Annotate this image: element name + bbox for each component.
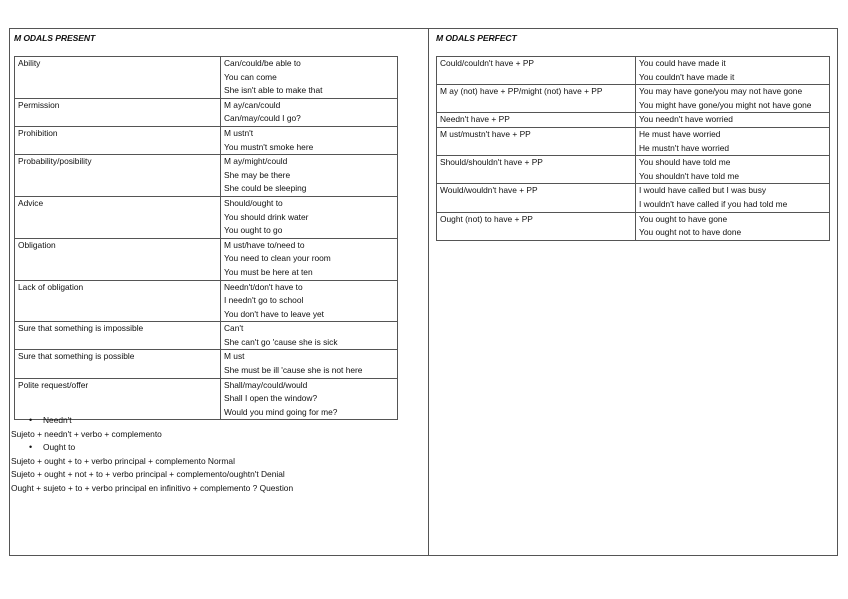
note-bullet-ought: • Ought to [11, 441, 293, 455]
example-line: You might have gone/you might not have gone [639, 99, 812, 110]
notes-section [11, 414, 293, 496]
modal-category: Sure that something is possible [15, 350, 221, 378]
table-row [15, 57, 398, 99]
example-line: M ustn't [224, 127, 254, 138]
modal-examples [221, 196, 398, 238]
example-line: She could be sleeping [224, 183, 307, 194]
modal-category: Prohibition [15, 126, 221, 154]
example-line: Needn't/don't have to [224, 281, 303, 292]
modal-examples [636, 127, 830, 155]
modal-category: Obligation [15, 238, 221, 280]
example-line: M ay/might/could [224, 156, 288, 167]
modal-examples [221, 57, 398, 99]
example-line: Can't [224, 323, 244, 334]
present-title: M ODALS PRESENT [14, 33, 96, 43]
example-line: Can/may/could I go? [224, 113, 301, 124]
example-line: You ought to go [224, 225, 283, 236]
modal-examples [221, 350, 398, 378]
example-line: He mustn't have worried [639, 142, 730, 153]
example-line: You could have made it [639, 58, 726, 68]
note-line: Ought + sujeto + to + verbo principal en infinitivo + complemento ? Question [11, 482, 294, 493]
table-row [437, 113, 830, 128]
modal-examples [636, 156, 830, 184]
modal-category: Polite request/offer [15, 378, 221, 420]
note-line: Sujeto + ought + to + verbo principal + complemento Normal [11, 455, 235, 466]
example-line: You mustn't smoke here [224, 141, 314, 152]
table-row [15, 126, 398, 154]
table-row [15, 155, 398, 197]
modal-category: M ust/mustn't have + PP [437, 127, 636, 155]
modals-present-table [14, 56, 398, 420]
table-row [15, 350, 398, 378]
example-line: You need to clean your room [224, 253, 331, 264]
example-line: You can come [224, 71, 277, 82]
note-line: Sujeto + ought + not + to + verbo principal + complemento/oughtn't Denial [11, 469, 285, 480]
modal-category: Sure that something is impossible [15, 322, 221, 350]
example-line: You ought to have gone [639, 213, 728, 224]
table-row [437, 85, 830, 113]
table-row [437, 156, 830, 184]
example-line: I wouldn't have called if you had told me [639, 198, 788, 209]
modal-examples [636, 85, 830, 113]
example-line: Can/could/be able to [224, 58, 301, 68]
column-divider [428, 28, 429, 556]
modal-category: Could/couldn't have + PP [437, 57, 636, 85]
modal-examples [221, 126, 398, 154]
modal-examples [221, 322, 398, 350]
example-line: Shall I open the window? [224, 393, 318, 404]
modal-examples [221, 280, 398, 322]
example-line: Would you mind going for me? [224, 406, 338, 417]
modal-examples [636, 212, 830, 240]
modal-category: Needn't have + PP [437, 113, 636, 128]
perfect-title: M ODALS PERFECT [436, 33, 517, 43]
table-row [437, 57, 830, 85]
table-row [437, 184, 830, 212]
modal-category: Probability/posibility [15, 155, 221, 197]
example-line: I needn't go to school [224, 295, 304, 306]
table-row [437, 212, 830, 240]
example-line: You ought not to have done [639, 227, 742, 238]
example-line: M ust/have to/need to [224, 239, 305, 250]
modal-category: Ability [15, 57, 221, 99]
modal-examples [636, 57, 830, 85]
example-line: She may be there [224, 169, 291, 180]
modal-examples [221, 98, 398, 126]
example-line: You couldn't have made it [639, 71, 735, 82]
example-line: You should have told me [639, 157, 731, 168]
modals-perfect-table [436, 56, 830, 241]
note-line: Sujeto + needn't + verbo + complemento [11, 428, 162, 439]
example-line: He must have worried [639, 128, 721, 139]
modal-category: M ay (not) have + PP/might (not) have + PP [437, 85, 636, 113]
modal-category: Permission [15, 98, 221, 126]
table-row [437, 127, 830, 155]
modal-category: Should/shouldn't have + PP [437, 156, 636, 184]
example-line: You shouldn't have told me [639, 170, 739, 181]
example-line: You don't have to leave yet [224, 308, 325, 319]
modal-category: Ought (not) to have + PP [437, 212, 636, 240]
example-line: Should/ought to [224, 197, 283, 208]
example-line: M ay/can/could [224, 99, 281, 110]
example-line: She isn't able to make that [224, 85, 323, 96]
table-row [15, 196, 398, 238]
example-line: You must be here at ten [224, 266, 313, 277]
example-line: M ust [224, 351, 245, 362]
example-line: She must be ill 'cause she is not here [224, 365, 363, 376]
note-bullet-needn: • Needn't [11, 414, 293, 428]
modal-examples [636, 113, 830, 128]
table-row [15, 238, 398, 280]
example-line: I would have called but I was busy [639, 185, 767, 196]
modal-category: Would/wouldn't have + PP [437, 184, 636, 212]
modal-examples [221, 155, 398, 197]
table-row [15, 280, 398, 322]
modal-category: Lack of obligation [15, 280, 221, 322]
modal-examples [221, 238, 398, 280]
example-line: She can't go 'cause she is sick [224, 336, 338, 347]
example-line: Shall/may/could/would [224, 379, 308, 390]
modal-category: Advice [15, 196, 221, 238]
table-row [15, 98, 398, 126]
example-line: You needn't have worried [639, 114, 733, 125]
example-line: You should drink water [224, 211, 309, 222]
example-line: You may have gone/you may not have gone [639, 86, 803, 97]
table-row [15, 322, 398, 350]
modal-examples [636, 184, 830, 212]
